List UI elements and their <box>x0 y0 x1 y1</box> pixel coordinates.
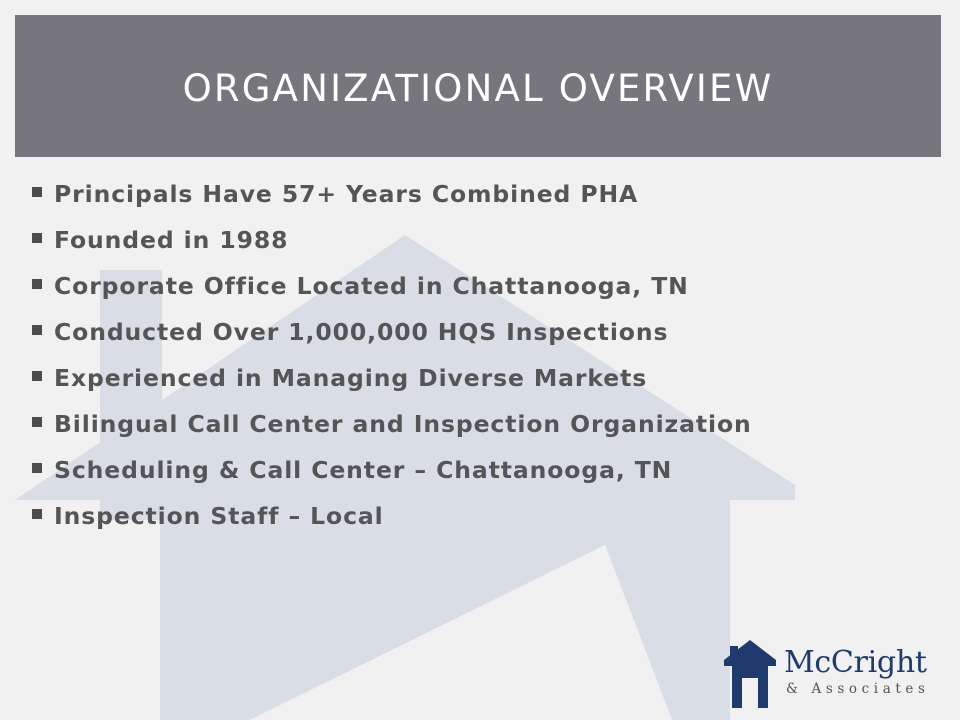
square-bullet-icon <box>32 233 42 243</box>
bullet-list <box>32 171 752 539</box>
bullet-item <box>32 263 752 309</box>
square-bullet-icon <box>32 417 42 427</box>
square-bullet-icon <box>32 279 42 289</box>
bullet-item <box>32 447 752 493</box>
title-bar <box>15 15 941 157</box>
bullet-text: Experienced in Managing Diverse Markets <box>54 364 648 392</box>
bullet-item <box>32 493 752 539</box>
square-bullet-icon <box>32 187 42 197</box>
square-bullet-icon <box>32 463 42 473</box>
bullet-text: Principals Have 57+ Years Combined PHA <box>54 180 639 208</box>
bullet-text: Bilingual Call Center and Inspection Organization <box>54 410 752 438</box>
logo-name: McCright <box>784 645 927 680</box>
bullet-item <box>32 217 752 263</box>
bullet-text: Inspection Staff – Local <box>54 502 384 530</box>
logo-subtitle: & Associates <box>786 681 930 697</box>
bullet-item <box>32 401 752 447</box>
house-icon <box>722 638 778 710</box>
bullet-item <box>32 355 752 401</box>
square-bullet-icon <box>32 371 42 381</box>
bullet-text: Scheduling & Call Center – Chattanooga, TN <box>54 456 673 484</box>
company-logo <box>722 638 930 710</box>
square-bullet-icon <box>32 509 42 519</box>
bullet-text: Founded in 1988 <box>54 226 289 254</box>
bullet-text: Conducted Over 1,000,000 HQS Inspections <box>54 318 669 346</box>
bullet-item <box>32 171 752 217</box>
bullet-item <box>32 309 752 355</box>
square-bullet-icon <box>32 325 42 335</box>
slide-title: ORGANIZATIONAL OVERVIEW <box>182 66 774 110</box>
bullet-text: Corporate Office Located in Chattanooga, TN <box>54 272 689 300</box>
